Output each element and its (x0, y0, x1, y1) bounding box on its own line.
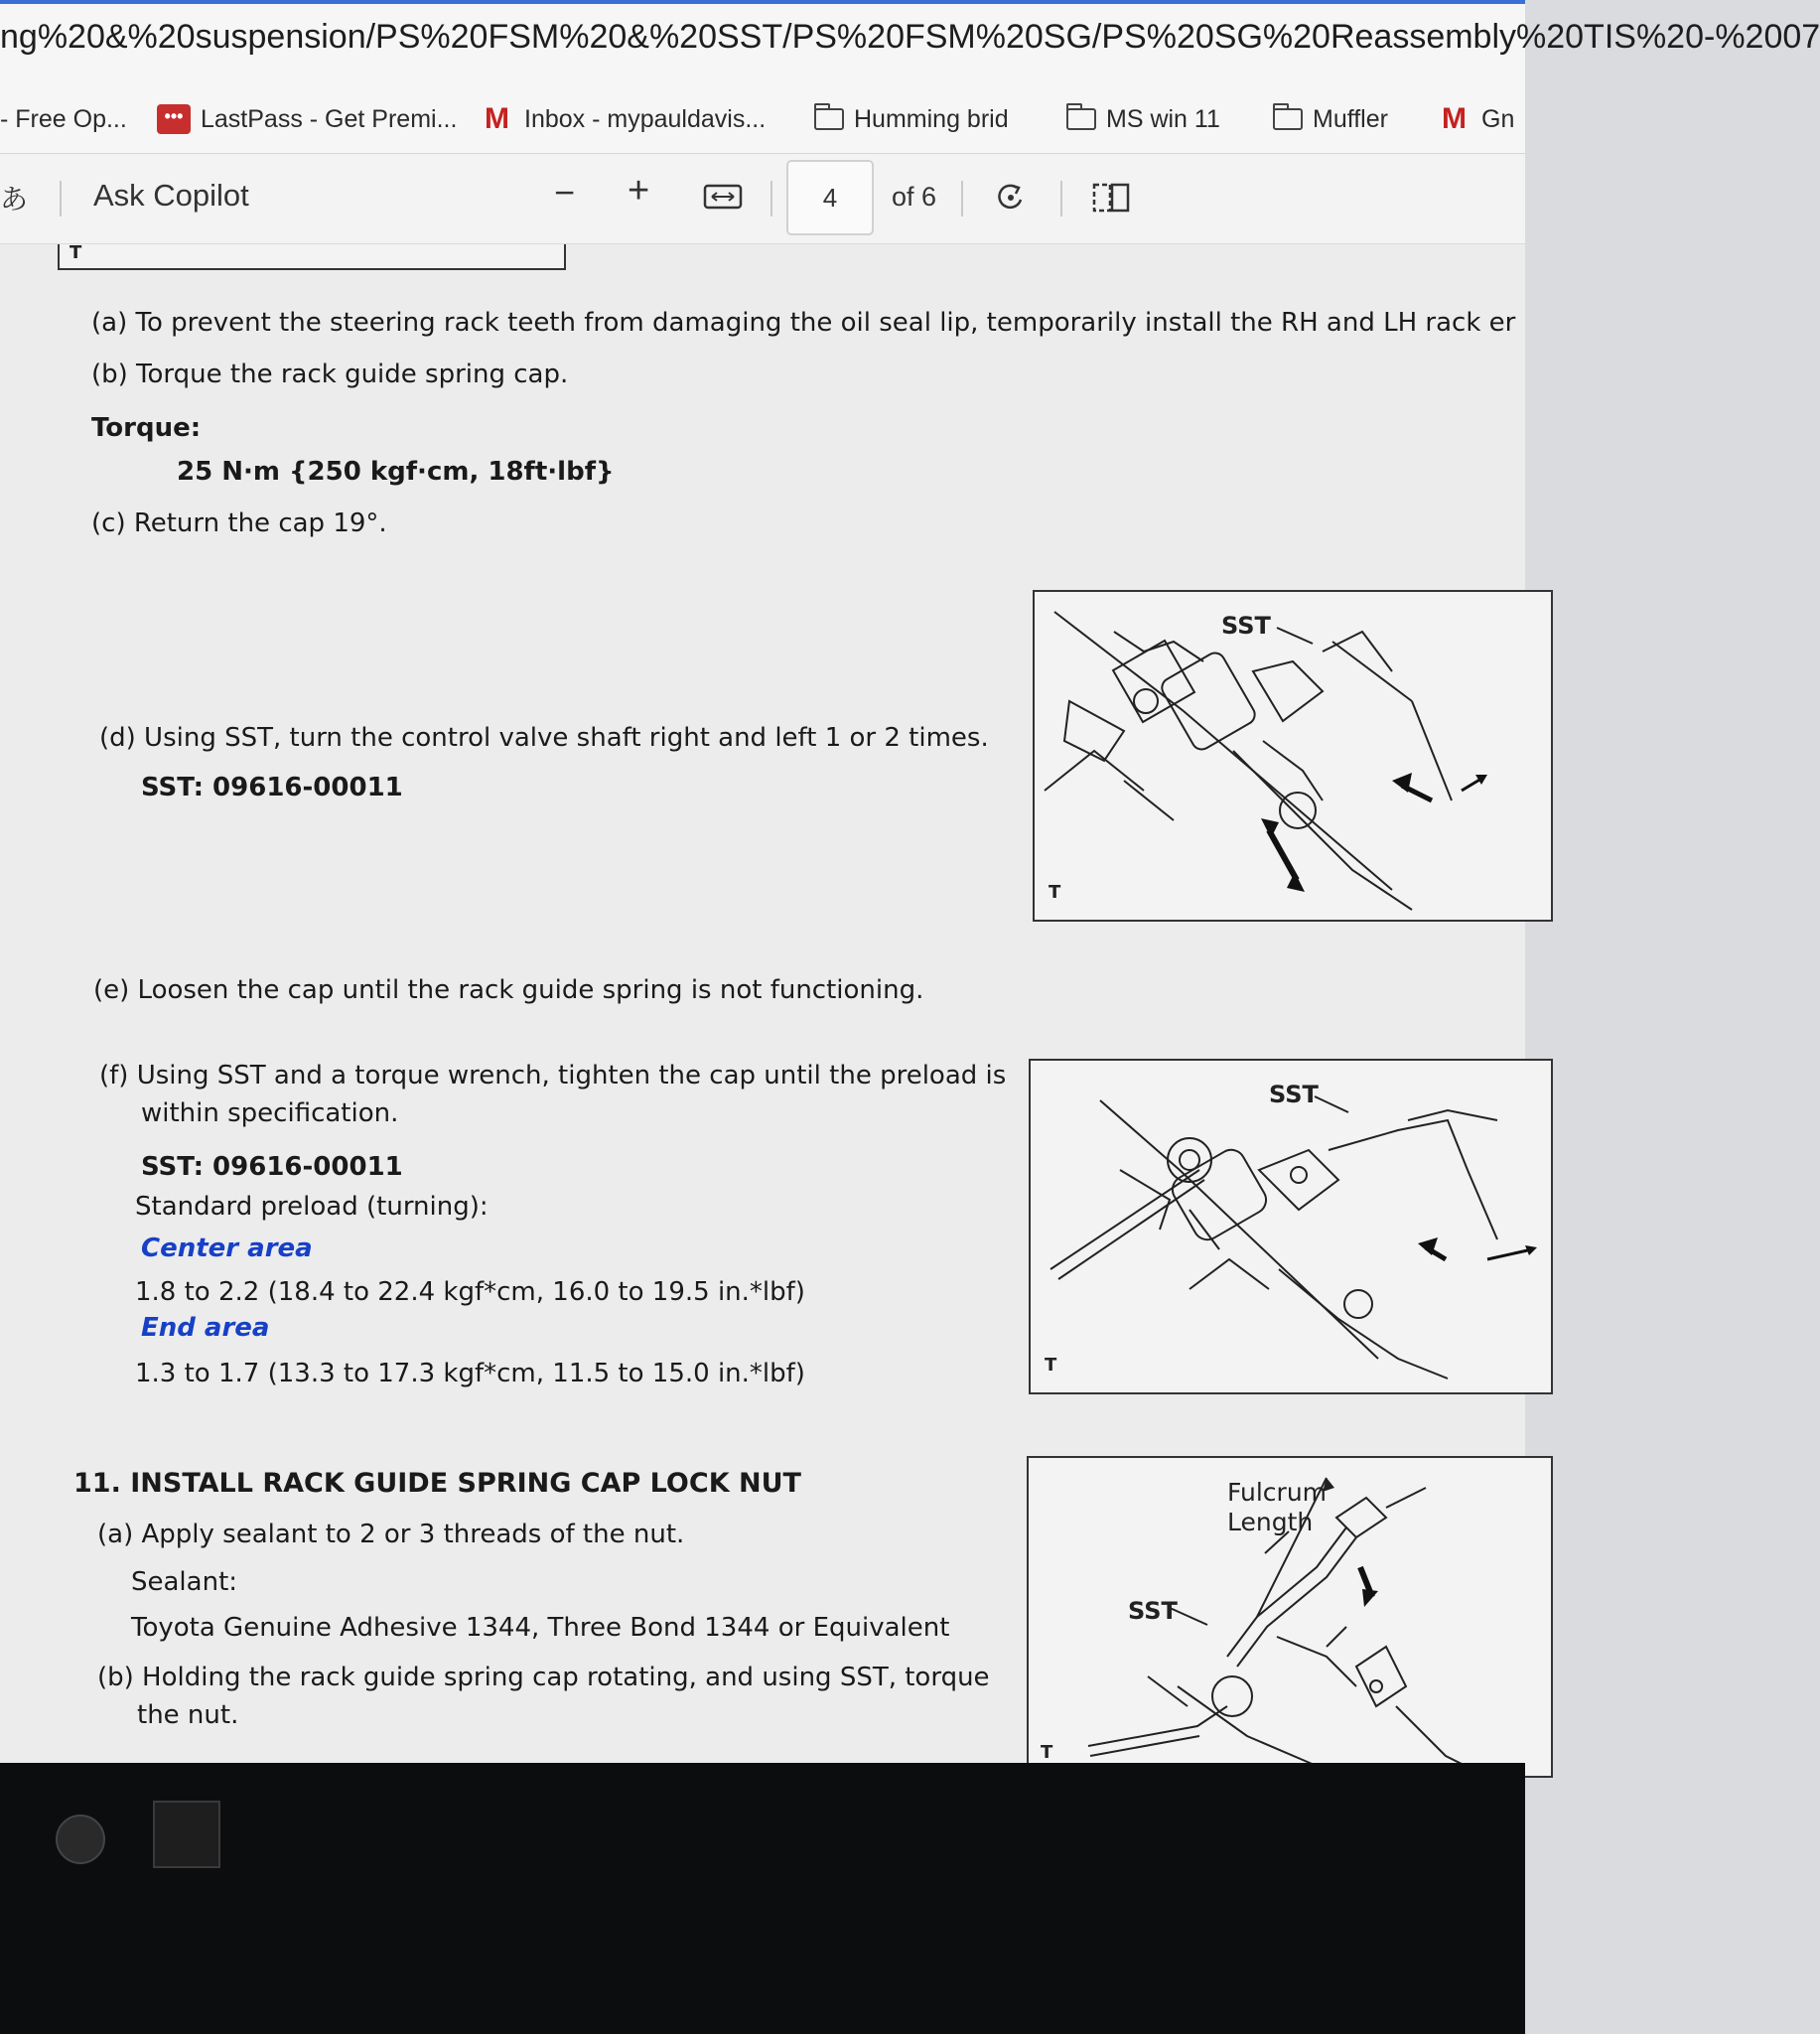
figure-corner-mark: T (1041, 1742, 1053, 1763)
torque-value: 25 N·m {250 kgf·cm, 18ft·lbf} (177, 457, 615, 487)
bookmarks-bar (0, 85, 1525, 154)
section-11-heading: 11. INSTALL RACK GUIDE SPRING CAP LOCK NUT (73, 1468, 801, 1499)
figure-corner-mark: T (70, 242, 82, 263)
pdf-toolbar (0, 154, 1525, 244)
gmail-icon: M (1442, 102, 1467, 135)
toolbar-divider (1060, 181, 1062, 217)
monitor-bezel (0, 1763, 1525, 2034)
address-bar[interactable] (0, 0, 1820, 85)
center-area-label: Center area (141, 1234, 313, 1263)
bookmark-label: - Free Op... (0, 104, 127, 133)
folder-icon (1273, 108, 1303, 130)
toolbar-divider (961, 181, 963, 217)
pdf-page (0, 244, 1525, 1763)
gmail-icon: M (485, 102, 509, 135)
lastpass-icon: ••• (157, 104, 191, 134)
bookmark-lastpass[interactable] (157, 99, 457, 139)
energy-sticker-icon (153, 1801, 220, 1868)
figure-sst-turn-valve-shaft (1033, 590, 1553, 922)
step-11b-text-line1: (b) Holding the rack guide spring cap rotating, and using SST, torque (97, 1663, 990, 1692)
bookmark-label: Gn (1481, 104, 1515, 133)
bookmark-label: LastPass - Get Premi... (201, 104, 458, 133)
bookmark-label: Muffler (1313, 104, 1388, 133)
torque-label: Torque: (91, 413, 202, 443)
folder-icon (1066, 108, 1096, 130)
step-a-text: (a) To prevent the steering rack teeth from damaging the oil seal lip, temporarily install the RH and LH rack er (91, 308, 1516, 338)
ask-copilot-button[interactable]: Ask Copilot (93, 178, 249, 213)
end-area-value: 1.3 to 1.7 (13.3 to 17.3 kgf*cm, 11.5 to 15.0 in.*lbf) (135, 1359, 805, 1388)
step-b-text: (b) Torque the rack guide spring cap. (91, 360, 569, 389)
sealant-value: Toyota Genuine Adhesive 1344, Three Bond 1344 or Equivalent (131, 1613, 950, 1643)
figure-label-fulcrum: Fulcrum (1227, 1478, 1328, 1507)
toolbar-divider (770, 181, 772, 217)
figure-sst-preload-check (1029, 1059, 1553, 1394)
rotate-icon[interactable] (991, 178, 1031, 222)
bookmark-free-op[interactable] (0, 99, 127, 139)
steering-rack-illustration (1035, 592, 1551, 920)
bookmark-gmail[interactable] (1442, 99, 1514, 139)
figure-label-sst: SST (1128, 1597, 1178, 1625)
read-aloud-icon[interactable]: あ (0, 184, 29, 215)
url-text[interactable]: ng%20&%20suspension/PS%20FSM%20&%20SST/PS%20FSM%20SG/PS%20SG%20Reassembly%20TIS%20-%2007 (0, 18, 1820, 56)
figure-corner-mark: T (1045, 1355, 1057, 1376)
bookmark-label: Humming brid (854, 104, 1009, 133)
page-view-icon[interactable] (1092, 182, 1130, 218)
bookmark-inbox[interactable] (485, 99, 766, 139)
bookmark-ms-win-11[interactable] (1066, 99, 1220, 139)
bookmark-label: Inbox - mypauldavis... (524, 104, 767, 133)
bookmark-label: MS win 11 (1106, 104, 1220, 133)
preload-label: Standard preload (turning): (135, 1192, 489, 1222)
step-f-text-line2: within specification. (141, 1098, 399, 1128)
figure-sst-lock-nut (1027, 1456, 1553, 1778)
center-area-value: 1.8 to 2.2 (18.4 to 22.4 kgf*cm, 16.0 to 19.5 in.*lbf) (135, 1277, 805, 1307)
step-c-text: (c) Return the cap 19°. (91, 508, 387, 538)
figure-corner-mark: T (1049, 882, 1061, 903)
bookmark-muffler[interactable] (1273, 99, 1388, 139)
step-11a-text: (a) Apply sealant to 2 or 3 threads of the nut. (97, 1520, 685, 1549)
figure-label-sst: SST (1221, 612, 1271, 640)
figure-box-previous (58, 244, 566, 270)
step-11b-text-line2: the nut. (137, 1700, 239, 1730)
end-area-label: End area (141, 1313, 270, 1343)
zoom-out-button[interactable]: − (554, 172, 576, 213)
figure-label-sst: SST (1269, 1081, 1319, 1108)
sst-d-text: SST: 09616-00011 (141, 773, 403, 802)
bookmark-humming-brid[interactable] (814, 99, 1009, 139)
zoom-in-button[interactable]: + (628, 170, 650, 212)
folder-icon (814, 108, 844, 130)
fit-width-icon[interactable] (703, 182, 743, 217)
toolbar-divider (60, 181, 62, 217)
page-total: of 6 (892, 182, 937, 212)
step-d-text: (d) Using SST, turn the control valve shaft right and left 1 or 2 times. (99, 723, 989, 753)
step-e-text: (e) Loosen the cap until the rack guide spring is not functioning. (93, 975, 924, 1005)
sst-f-text: SST: 09616-00011 (141, 1152, 403, 1182)
steering-rack-torque-illustration (1031, 1061, 1551, 1392)
sealant-label: Sealant: (131, 1567, 238, 1597)
page-number-input[interactable]: 4 (786, 160, 874, 235)
step-f-text-line1: (f) Using SST and a torque wrench, tighten the cap until the preload is (99, 1061, 1007, 1090)
figure-label-length: Length (1227, 1508, 1314, 1536)
bezel-logo-icon (56, 1815, 105, 1864)
